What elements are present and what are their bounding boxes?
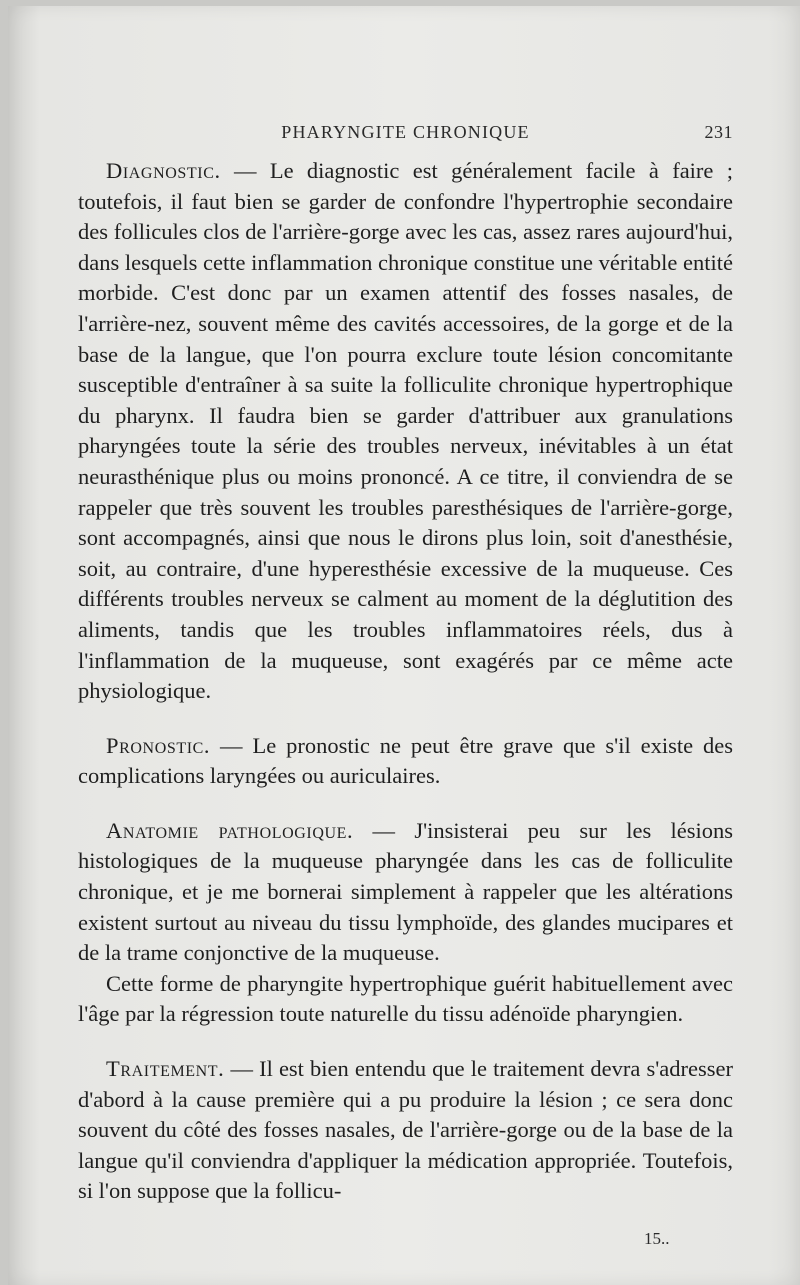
page-header (78, 118, 733, 148)
paragraph-text-traitement: — Il est bien entendu que le traitement devra s'adresser d'abord à la cause première qui a pu produire la lésion ; ce sera donc souvent du côté des fosses nasales, de l'arrière-gorge ou de la base de la langue qu'il conviendra d'appliquer la médication appropriée. Toutefois, si l'on suppose que la follicu- (78, 1056, 733, 1204)
section-heading-anatomie: Anatomie pathologique. (106, 817, 354, 843)
paragraph-guerison (78, 969, 733, 1030)
signature-mark: 15.. (644, 1229, 670, 1248)
paragraph-text-guerison: Cette forme de pharyngite hypertrophique guérit habituellement avec l'âge par la régression toute naturelle du tissu adénoïde pharyngien. (78, 970, 733, 1027)
paragraph-text-anatomie: — J'insisterai peu sur les lésions histologiques de la muqueuse pharyngée dans les cas de folliculite chronique, et je me bornerai simplement à rappeler que les altérations existent surtout au niveau du tissu lymphoïde, des glandes mucipares et de la trame conjonctive de la muqueuse. (78, 817, 733, 966)
body-text (78, 156, 733, 1207)
section-heading-diagnostic: Diagnostic. (106, 158, 221, 183)
running-title: PHARYNGITE CHRONIQUE (281, 122, 530, 142)
paragraph-diagnostic (78, 156, 733, 707)
section-heading-traitement: Traitement. (106, 1056, 225, 1082)
paragraph-text-diagnostic: — Le diagnostic est généralement facile à faire ; toutefois, il faut bien se garder de confondre l'hypertrophie secondaire des follicules clos de l'arrière-gorge avec les cas, assez rares aujourd'hui, dans lesquels cette inflammation chronique constitue une véritable entité morbide. C'est donc par un examen attentif des fosses nasales, de l'arrière-nez, souvent même des cavités accessoires, de la gorge et de la base de la langue, que l'on pourra exclure toute lésion concomitante susceptible d'entraîner à sa suite la folliculite chronique hypertrophique du pharynx. Il faudra bien se garder d'attribuer aux granulations pharyngées toute la série des troubles nerveux, inévitables à un état neurasthénique plus ou moins prononcé. A ce titre, il conviendra de se rappeler que très souvent les troubles paresthésiques de l'arrière-gorge, sont accompagnés, ainsi que nous le dirons plus loin, soit d'anesthésie, soit, au contraire, d'une hyperesthésie excessive de la muqueuse. Ces différents troubles nerveux se calment au moment de la déglutition des aliments, tandis que les troubles inflammatoires réels, dus à l'inflammation de la muqueuse, sont exagérés par ce même acte physiologique. (78, 158, 733, 704)
paragraph-text-pronostic: — Le pronostic ne peut être grave que s'il existe des complications laryngées ou auriculaires. (78, 732, 733, 789)
paragraph-traitement (78, 1054, 733, 1207)
book-page (8, 6, 800, 1285)
section-heading-pronostic: Pronostic. (106, 732, 211, 758)
paragraph-anatomie (78, 816, 733, 969)
page-number: 231 (704, 122, 733, 142)
paragraph-pronostic (78, 731, 733, 792)
